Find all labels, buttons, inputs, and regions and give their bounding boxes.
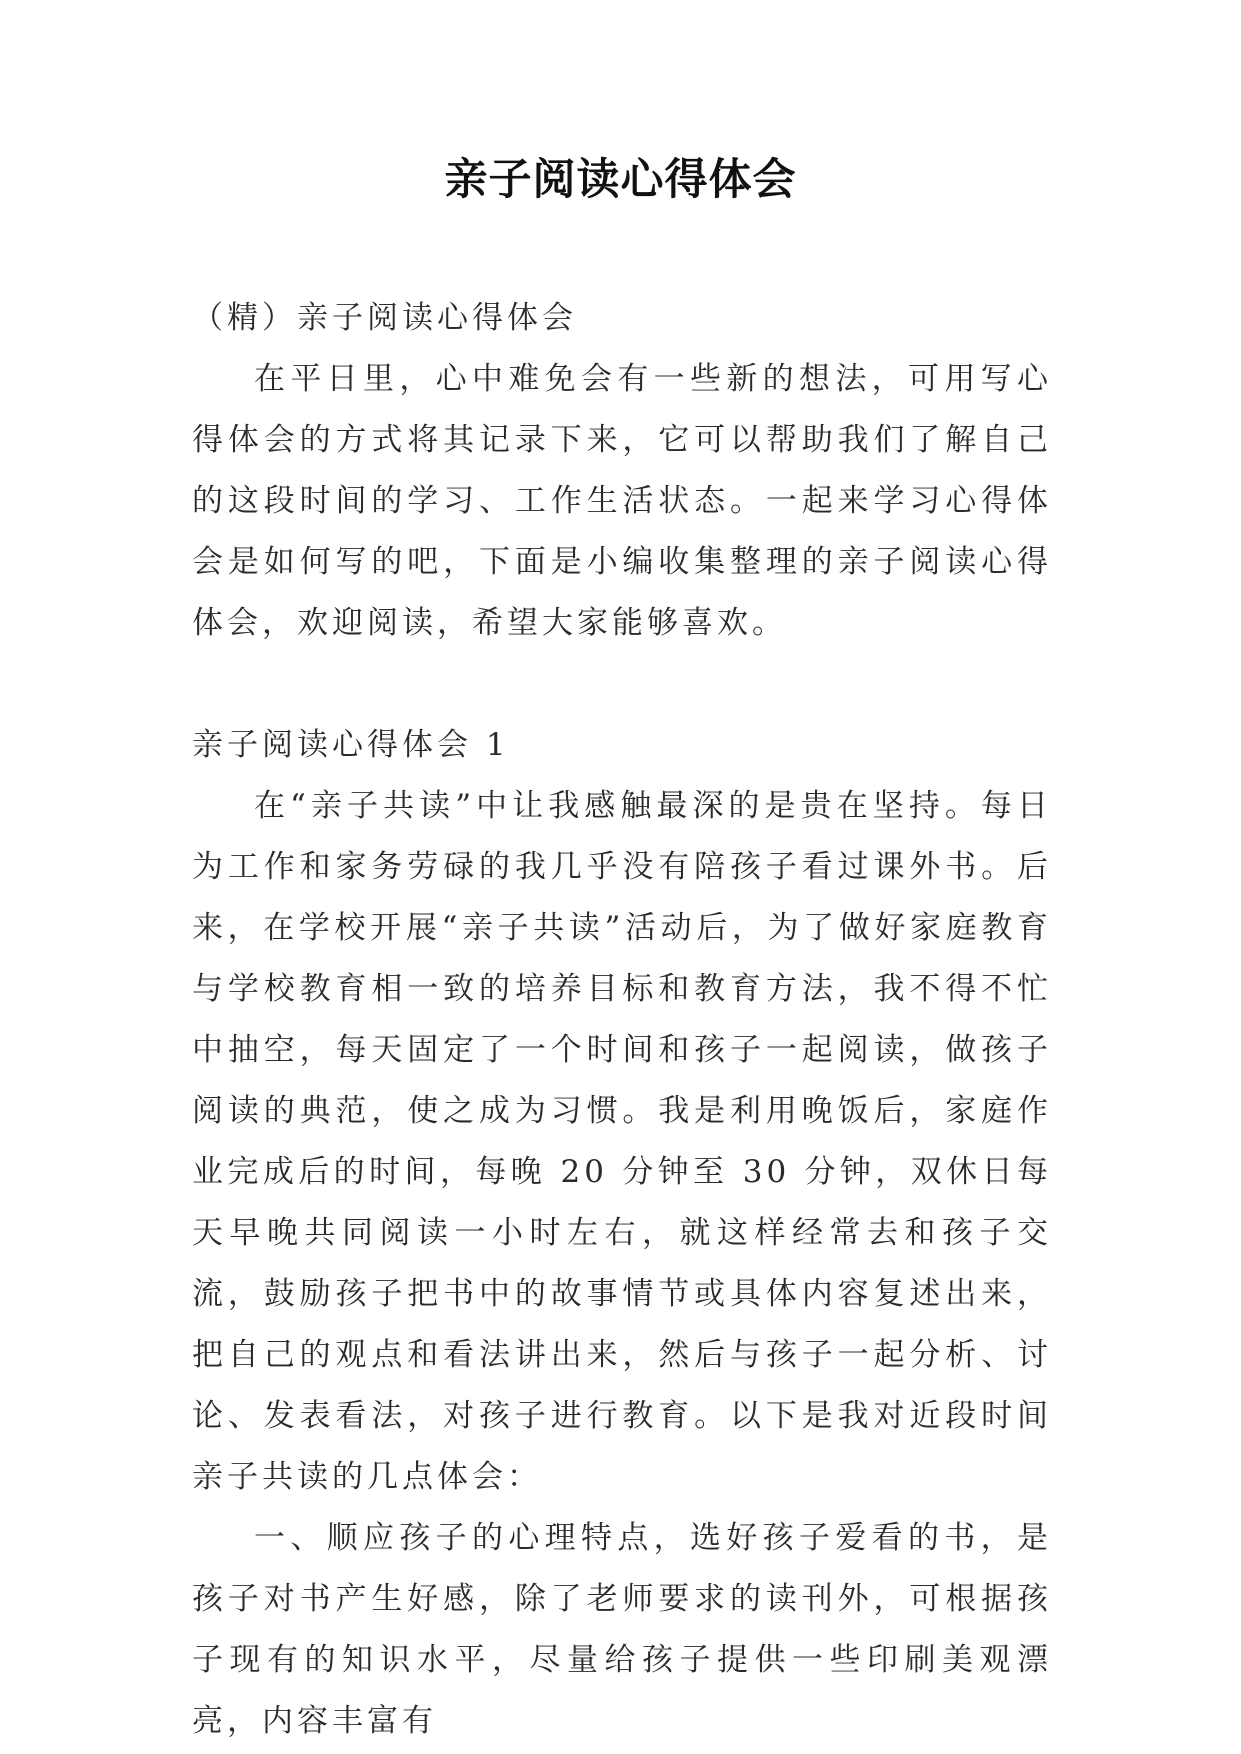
document-body <box>192 288 1052 1752</box>
section-paragraph: 一、顺应孩子的心理特点，选好孩子爱看的书，是孩子对书产生好感，除了老师要求的读刊外，可根据孩子现有的知识水平，尽量给孩子提供一些印刷美观漂亮，内容丰富有 <box>192 1520 1052 1739</box>
paragraph-spacer <box>192 654 1052 715</box>
section-heading: 亲子阅读心得体会 1 <box>192 727 510 763</box>
section-paragraph: 在“亲子共读”中让我感触最深的是贵在坚持。每日为工作和家务劳碌的我几乎没有陪孩子看过课外书。后来，在学校开展“亲子共读”活动后，为了做好家庭教育与学校教育相一致的培养目标和教育方法，我不得不忙中抽空，每天固定了一个时间和孩子一起阅读，做孩子阅读的典范，使之成为习惯。我是利用晚饭后，家庭作业完成后的时间，每晚 20 分钟至 30 分钟，双休日每天早晚共同阅读一小时左右，就这样经常去和孩子交流，鼓励孩子把书中的故事情节或具体内容复述出来，把自己的观点和看法讲出来，然后与孩子一起分析、讨论、发表看法，对孩子进行教育。以下是我对近段时间亲子共读的几点体会： <box>192 788 1052 1495</box>
intro-paragraph: 在平日里，心中难免会有一些新的想法，可用写心得体会的方式将其记录下来，它可以帮助我们了解自己的这段时间的学习、工作生活状态。一起来学习心得体会是如何写的吧，下面是小编收集整理的亲子阅读心得体会，欢迎阅读，希望大家能够喜欢。 <box>192 361 1052 641</box>
document-title: 亲子阅读心得体会 <box>444 155 797 205</box>
document-subtitle: （精）亲子阅读心得体会 <box>192 300 577 336</box>
